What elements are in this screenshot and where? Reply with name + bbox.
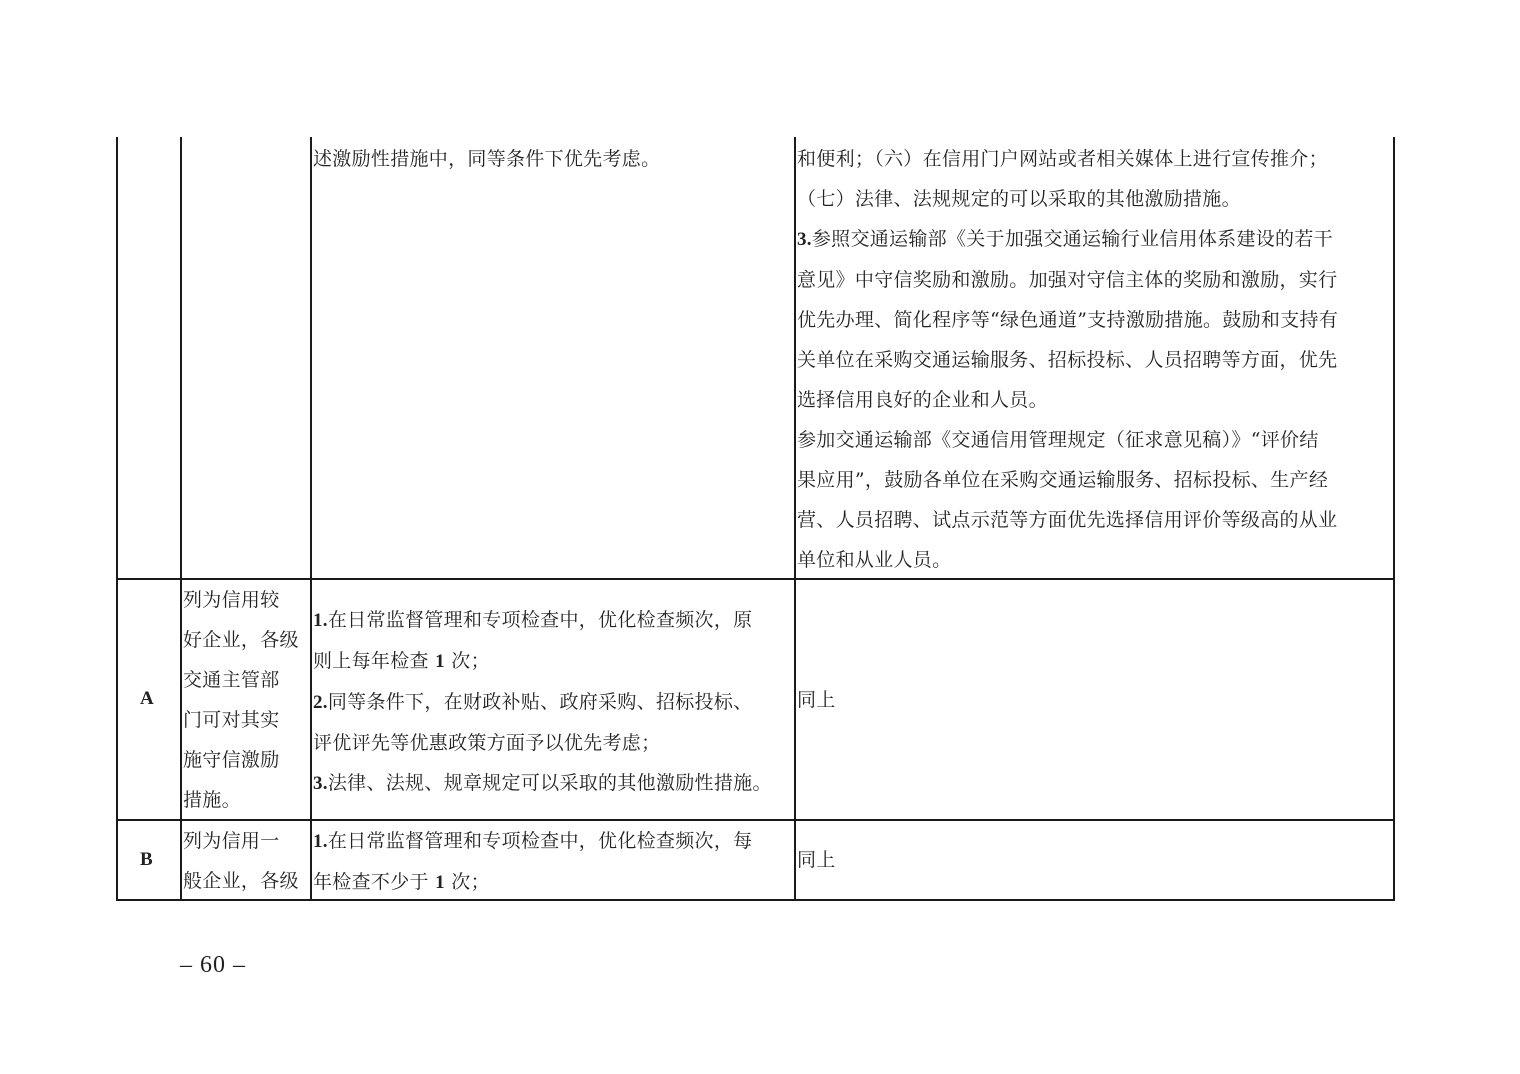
cell-line: 单位和从业人员。	[797, 549, 952, 571]
grade-label-b: B	[140, 849, 153, 870]
cell-line: 述激励性措施中，同等条件下优先考虑。	[313, 148, 661, 170]
cell-line: 3.参照交通运输部《关于加强交通运输行业信用体系建设的若干	[797, 228, 1333, 250]
cell-line: 1.在日常监督管理和专项检查中，优化检查频次，每	[313, 830, 753, 852]
cell-line: 优先办理、简化程序等“绿色通道”支持激励措施。鼓励和支持有	[797, 309, 1339, 331]
grade-label-a: A	[140, 688, 154, 709]
table-border-bottom	[116, 899, 1395, 901]
cell-line: 门可对其实	[183, 709, 280, 731]
cell-line: 列为信用一	[183, 830, 280, 852]
row-a-col4-cell: 同上	[797, 689, 836, 711]
cell-line: 列为信用较	[183, 589, 280, 611]
cell-line: （七）法律、法规规定的可以采取的其他激励措施。	[797, 188, 1241, 210]
cell-line: 1.在日常监督管理和专项检查中，优化检查频次，原	[313, 609, 753, 631]
row-b-col3-cell	[313, 821, 752, 903]
row-b-col4-cell: 同上	[797, 849, 836, 871]
cell-line: 选择信用良好的企业和人员。	[797, 389, 1048, 411]
table-divider-col4	[794, 137, 796, 901]
table-divider-col2	[180, 137, 182, 901]
cell-line: 营、人员招聘、试点示范等方面优先选择信用评价等级高的从业	[797, 509, 1338, 531]
cell-line: 则上每年检查 1 次；	[313, 650, 490, 672]
row-divider-b	[116, 819, 1395, 821]
table-border-right	[1393, 137, 1395, 901]
row-b-col2-cell	[183, 821, 299, 901]
row-a-col3-cell	[313, 600, 772, 804]
cont-col4-cell	[797, 139, 1338, 580]
page-number: – 60 –	[180, 952, 246, 978]
cell-line: 施守信激励	[183, 749, 280, 771]
cell-line: 2.同等条件下，在财政补贴、政府采购、招标投标、	[313, 691, 753, 713]
row-a-col2-cell	[183, 580, 299, 820]
cont-col3-cell	[313, 139, 660, 179]
cell-line: 交通主管部	[183, 669, 280, 691]
cell-line: 评优评先等优惠政策方面予以优先考虑；	[313, 732, 661, 754]
cell-line: 措施。	[183, 789, 241, 811]
cell-line: 和便利；（六）在信用门户网站或者相关媒体上进行宣传推介；	[797, 148, 1328, 170]
cell-line: 年检查不少于 1 次；	[313, 871, 490, 893]
table-border-left	[116, 137, 118, 901]
cell-line: 3.法律、法规、规章规定可以采取的其他激励性措施。	[313, 772, 772, 794]
cell-line: 参加交通运输部《交通信用管理规定（征求意见稿）》“评价结	[797, 429, 1319, 451]
cell-line: 关单位在采购交通运输服务、招标投标、人员招聘等方面，优先	[797, 349, 1338, 371]
cell-line: 果应用”，鼓励各单位在采购交通运输服务、招标投标、生产经	[797, 469, 1329, 491]
cell-line: 好企业，各级	[183, 629, 299, 651]
cell-line: 意见》中守信奖励和激励。加强对守信主体的奖励和激励，实行	[797, 269, 1338, 291]
cell-line: 般企业，各级	[183, 870, 299, 892]
table-divider-col3	[310, 137, 312, 901]
